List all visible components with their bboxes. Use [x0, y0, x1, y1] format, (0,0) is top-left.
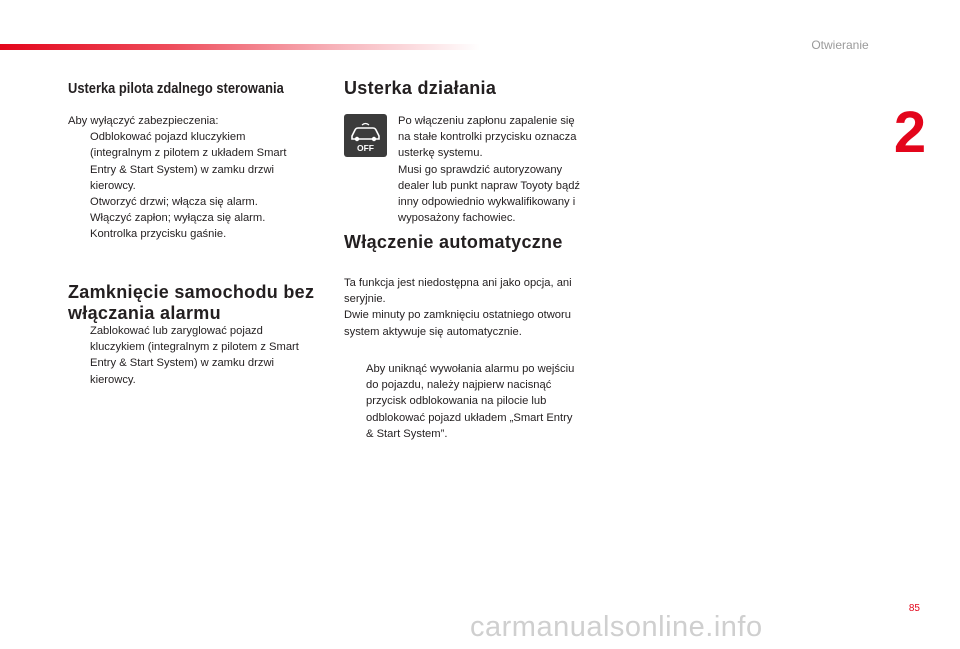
header-accent-bar	[0, 44, 480, 50]
remote-fault-title: Usterka pilota zdalnego sterowania	[68, 80, 284, 97]
lock-steps	[68, 323, 328, 388]
list-item: Zablokować lub zaryglować pojazd kluczykiem (integralnym z pilotem z Smart Entry & Start System) w zamku drzwi kierowcy.	[90, 325, 299, 386]
remote-fault-steps	[68, 129, 318, 242]
alarm-off-icon	[344, 114, 387, 157]
alarm-off-icon-graphic	[344, 114, 387, 157]
chapter-number: 2	[893, 100, 927, 165]
lock-without-alarm-title: Zamknięcie samochodu bez włączania alarmu	[68, 282, 315, 323]
auto-steps	[344, 361, 604, 442]
auto-activation-tip	[344, 361, 604, 442]
page-number: 85	[908, 603, 920, 614]
remote-fault-intro: Aby wyłączyć zabezpieczenia:	[68, 115, 219, 127]
malfunction-title: Usterka działania	[344, 78, 497, 98]
remote-fault-body	[68, 113, 318, 243]
icon-off-label: OFF	[357, 143, 374, 153]
auto-activation-title: Włączenie automatyczne	[344, 232, 563, 252]
list-item: Odblokować pojazd kluczykiem (integralnym z pilotem z układem Smart Entry & Start System) w zamku drzwi kierowcy.	[90, 131, 287, 192]
list-item: Otworzyć drzwi; włącza się alarm.	[90, 196, 258, 209]
list-item: Włączyć zapłon; wyłącza się alarm. Kontrolka przycisku gaśnie.	[90, 212, 266, 241]
watermark: carmanualsonline.info	[470, 611, 763, 643]
list-item: Aby uniknąć wywołania alarmu po wejściu do pojazdu, należy najpierw nacisnąć przycisk odblokowania na pilocie lub odblokować pojazd układem „Smart Entry & Start System”.	[366, 363, 575, 440]
auto-activation-body: Ta funkcja jest niedostępna ani jako opcja, ani seryjnie. Dwie minuty po zamknięciu ostatniego otworu system aktywuje się automatycznie.	[344, 277, 572, 338]
malfunction-body: Po włączeniu zapłonu zapalenie się na stałe kontrolki przycisku oznacza usterkę systemu. Musi go sprawdzić autoryzowany dealer lub punkt napraw Toyoty bądź inny odpowiednio wykwalifikowany i wyposażony fachowiec.	[398, 115, 581, 225]
lock-without-alarm-body	[68, 323, 328, 388]
section-label: Otwieranie	[811, 38, 869, 52]
